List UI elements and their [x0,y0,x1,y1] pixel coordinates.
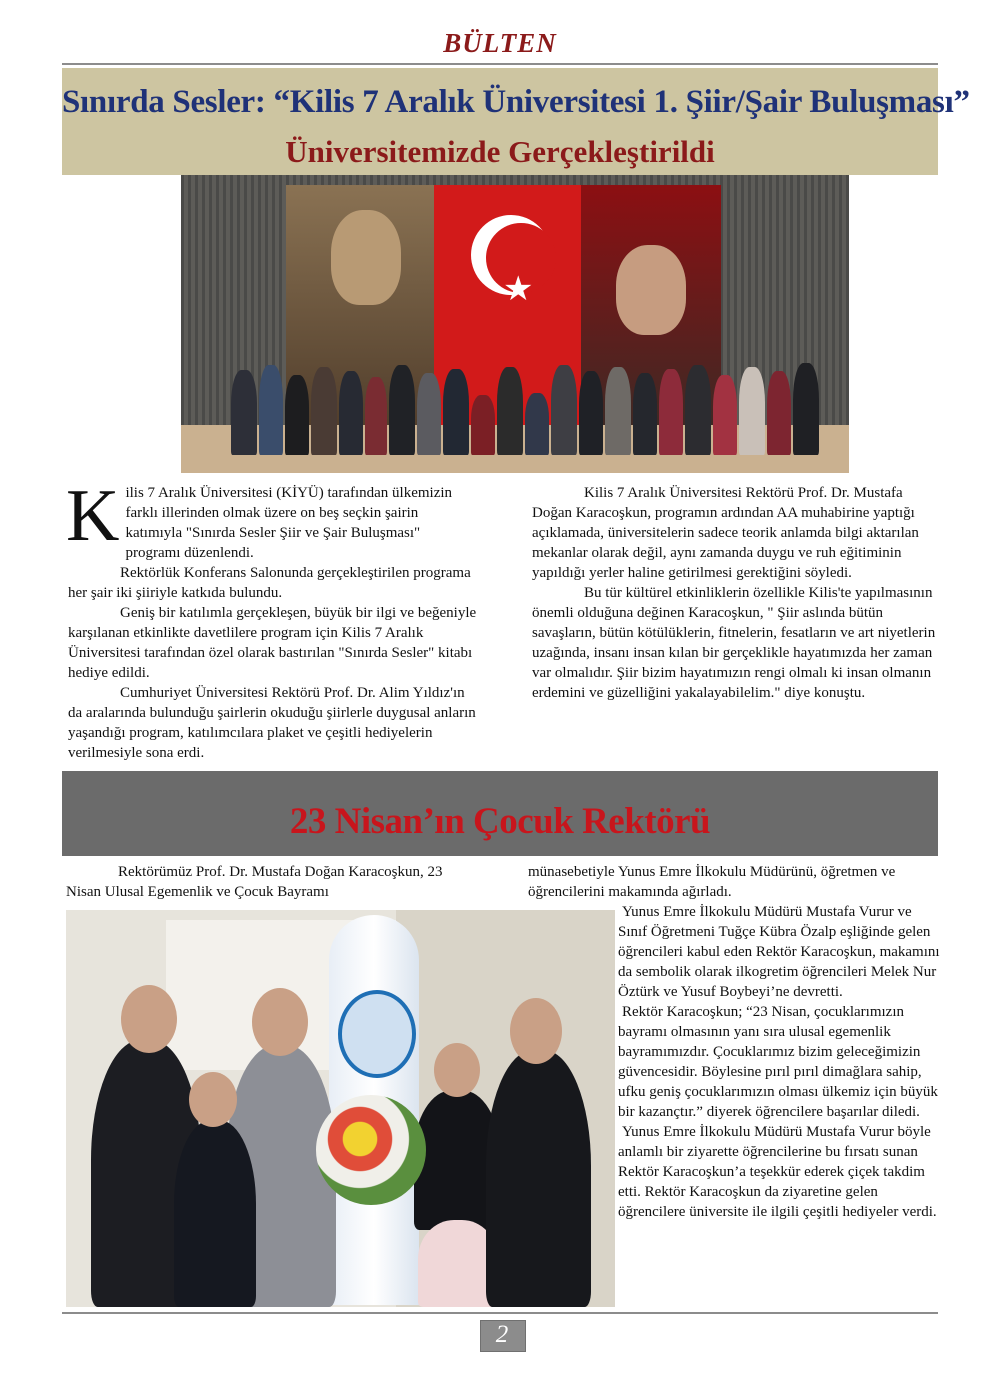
group-of-people [231,355,831,455]
paragraph: Cumhuriyet Üniversitesi Rektörü Prof. Dr. Alim Yıldız'ın da aralarında bulunduğu şairlerin okuduğu şiirlerle duygusal anların yaşandığı program, katılımcılara plaket ve çeşitli hediyelerin verilmesiyle sona erdi. [68,685,476,761]
paragraph: Rektörlük Konferans Salonunda gerçekleştirilen programa her şair iki şiiriyle katkıda bulundu. [68,565,471,601]
article2-column-left [66,862,476,902]
paragraph: ilis 7 Aralık Üniversitesi (KİYÜ) tarafından ülkemizin farklı illerinden olmak üzere on beş seçkin şairin katımıyla "Sınırda Sesler Şiir ve Şair Buluşması" programı düzenlendi. [125,485,453,561]
article2-column-right [528,862,943,1222]
event-group-photo: ★ [181,175,849,473]
paragraph: Yunus Emre İlkokulu Müdürü Mustafa Vurur böyle anlamlı bir ziyarette öğrencilerine bu fırsatı sunan Rektör Karacoşkun’a teşekkür ederek çiçek takdim etti. Rektör Karacoşkun da ziyaretine gelen öğrencilere üniversite ile ilgili çeşitli hediyeler verdi. [618,1124,937,1220]
drop-cap: K [66,475,120,557]
paragraph: Rektör Karacoşkun; “23 Nisan, çocuklarımızın bayramı olmasının yanı sıra ulusal egemenlik bayramımızdır. Çocuklarımız bizim geleceğimizin güvencesidir. Böylesine pırıl pırıl dimağlara sahip, ufku geniş çocuklarımızın olması ülkemiz için büyük bir kazançtır.” diyerek öğrencilere başarılar diledi. [618,1004,938,1120]
paragraph: münasebetiyle Yunus Emre İlkokulu Müdürünü, öğretmen ve öğrencilerini makamında ağırladı. [528,864,896,900]
newsletter-title: BÜLTEN [443,28,557,58]
header-divider [62,63,938,65]
paragraph: Kilis 7 Aralık Üniversitesi Rektörü Prof. Dr. Mustafa Doğan Karacoşkun, programın ardından AA muhabirine yaptığı açıklamada, üniversitelerin sadece teorik anlamda bilgi aktarılan mekanlar olarak değil, aynı zamanda duygu ve ruh eğitiminin yapıldığı yerler haline getirilmesi gerektiğini söyledi. [532,485,919,581]
article1-column-left [66,475,478,763]
page-number: 2 [495,1321,509,1348]
article1-column-right [532,483,942,703]
university-emblem-icon [338,990,416,1078]
paragraph: Bu tür kültürel etkinliklerin özellikle Kilis'te yapılmasının önemli olduğuna değinen Karacoşkun, " Şiir aslında bütün savaşların, bütün kötülüklerin, fitnelerin, fesatların ve art niyetlerin uzağında, insanı insan kılan bir gerçeklikle hayatımızda her zaman var olmalıdır. Şiir bizim hayatımızın rengi olmalı ki insan olmanın erdemini ve güzelliğini yakalayabilelim." diye konuştu. [532,585,936,701]
flower-bouquet [316,1095,426,1205]
footer-divider [62,1312,938,1314]
article2-title: 23 Nisan’ın Çocuk Rektörü [289,801,711,842]
paragraph: Yunus Emre İlkokulu Müdürü Mustafa Vurur ve Sınıf Öğretmeni Tuğçe Kübra Özalp eşliğinde gelen öğrencileri kabul eden Rektör Karacoşkun, makamını da sembolik olarak ilkogretim öğrencileri Melek Nur Öztürk ve Yusuf Boybeyi’ne devretti. [618,904,940,1000]
article1-subtitle: Üniversitemizde Gerçekleştirildi [285,134,715,169]
article1-title: Sınırda Sesler: “Kilis 7 Aralık Üniversitesi 1. Şiir/Şair Buluşması” [62,84,970,120]
paragraph: Rektörümüz Prof. Dr. Mustafa Doğan Karacoşkun, 23 Nisan Ulusal Egemenlik ve Çocuk Bayramı [66,864,443,900]
paragraph: Geniş bir katılımla gerçekleşen, büyük bir ilgi ve beğeniyle karşılanan etkinlikte davetlilere program için Kilis 7 Aralık Üniversitesi tarafından özel olarak bastırılan "Sınırda Sesler" kitabı hediye edildi. [68,605,477,681]
